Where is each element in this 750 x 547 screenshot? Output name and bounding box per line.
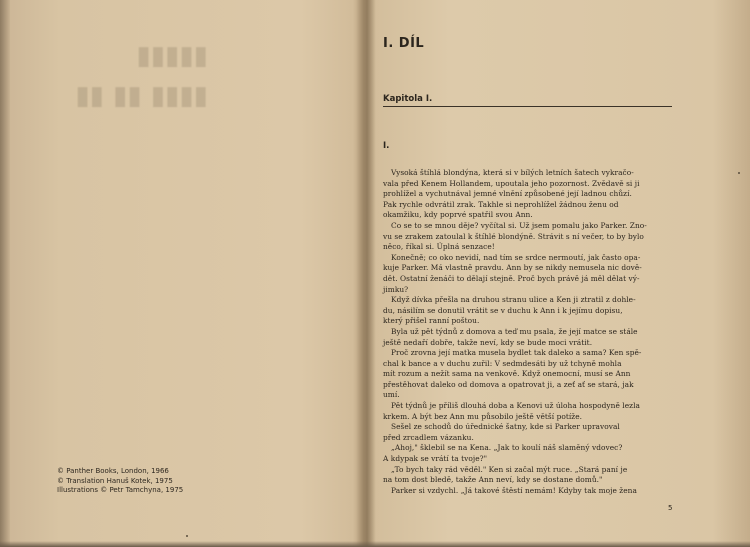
text-line: něco, říkal si. Úplná senzace! xyxy=(383,242,495,252)
text-line: na tom dost bledě, takže Ann neví, kdy se dostane domů." xyxy=(383,475,603,485)
text-line: Co se to se mnou děje? vyčítal si. Už jsem pomalu jako Parker. Zno- xyxy=(391,220,647,230)
copyright-line: © Translation Hanuš Kotek, 1975 xyxy=(57,476,173,485)
book-gutter xyxy=(356,0,376,547)
text-line: chal k bance a v duchu zuřil: V sedmdesáti by už tchyně mohla xyxy=(383,358,622,368)
right-page xyxy=(383,0,683,547)
text-line: vala před Kenem Hollandem, upoutala jeho pozornost. Zvědavě si ji xyxy=(383,178,640,188)
copyright-line: © Panther Books, London, 1966 xyxy=(57,467,169,475)
text-line: Sešel ze schodů do úřednické šatny, kde si Parker upravoval xyxy=(391,422,620,432)
text-line: Byla už pět týdnů z domova a teď mu psala, že její matce se stále xyxy=(391,326,638,336)
text-line: prohlížel a vychutnával jemné vlnění způsobené její ladnou chůzí. xyxy=(383,189,632,199)
text-line: před zrcadlem vázanku. xyxy=(383,432,474,442)
book-left-edge xyxy=(0,0,10,547)
text-line: přestěhovat daleko od domova a opatrovat ji, a zeť ať se stará, jak xyxy=(383,379,634,389)
text-line: ještě nedaří dobře, takže neví, kdy se bude moci vrátit. xyxy=(383,337,593,347)
text-line: „To bych taky rád věděl." Ken si začal mýt ruce. „Stará paní je xyxy=(391,464,628,474)
copyright-line: Illustrations © Petr Tamchyna, 1975 xyxy=(57,486,184,494)
text-line: okamžiku, kdy poprvé spatřil svou Ann. xyxy=(383,210,533,220)
text-line: Parker si vzdychl. „Já takové štěstí nemám! Kdyby tak moje žena xyxy=(391,485,637,495)
text-line: du, násilím se donutil vrátit se v duchu k Ann i k jejímu dopisu, xyxy=(383,305,623,315)
text-line: Když dívka přešla na druhou stranu ulice a Ken ji ztratil z dohle- xyxy=(391,295,636,305)
chapter-title: Kapitola I. xyxy=(383,94,433,104)
text-line: který přišel ranní poštou. xyxy=(383,316,480,326)
text-line: A kdypak se vrátí ta tvoje?" xyxy=(383,454,488,464)
text-line: mít rozum a nežít sama na venkově. Když onemocní, musí se Ann xyxy=(383,369,631,379)
bleed-through-ghost-text: ▮▮▮▮▮ ▮▮▮▮ ▮▮ ▮▮ xyxy=(75,41,208,111)
section-number: I. xyxy=(383,141,390,151)
text-line: Pak rychle odvrátil zrak. Takhle si neprohlížel žádnou ženu od xyxy=(383,199,619,209)
text-line: kuje Parker. Má vlastně pravdu. Ann by se nikdy nemusela nic dově- xyxy=(383,263,642,273)
text-line: jimku? xyxy=(383,284,409,294)
part-title: I. DÍL xyxy=(383,36,425,51)
text-line: Vysoká štíhlá blondýna, která si v bílých letních šatech vykračo- xyxy=(391,168,634,177)
text-line: vu se zrakem zatoulal k štíhlé blondýně. Strávit s ní večer, to by bylo xyxy=(383,231,644,241)
chapter-rule xyxy=(383,106,672,107)
text-line: krkem. A být bez Ann mu působilo ještě větší potíže. xyxy=(383,411,583,421)
text-line: Proč zrovna její matka musela bydlet tak daleko a sama? Ken spě- xyxy=(391,348,642,358)
text-line: „Ahoj," šklebil se na Kena. „Jak to koulí náš slaměný vdovec? xyxy=(391,443,623,453)
text-line: umí. xyxy=(383,390,400,400)
paper-speck xyxy=(186,535,188,537)
text-line: dět. Ostatní ženáči to dělají stejně. Proč bych právě já měl dělat vý- xyxy=(383,273,640,283)
text-line: Pět týdnů je příliš dlouhá doba a Kenovi už úloha hospodyně lezla xyxy=(391,401,640,411)
paper-speck xyxy=(738,172,740,174)
text-line: Konečně; co oko nevidí, nad tím se srdce nermoutí, jak často opa- xyxy=(391,252,641,262)
page-number: 5 xyxy=(668,504,673,512)
body-text xyxy=(383,168,672,496)
copyright-block xyxy=(57,467,257,496)
